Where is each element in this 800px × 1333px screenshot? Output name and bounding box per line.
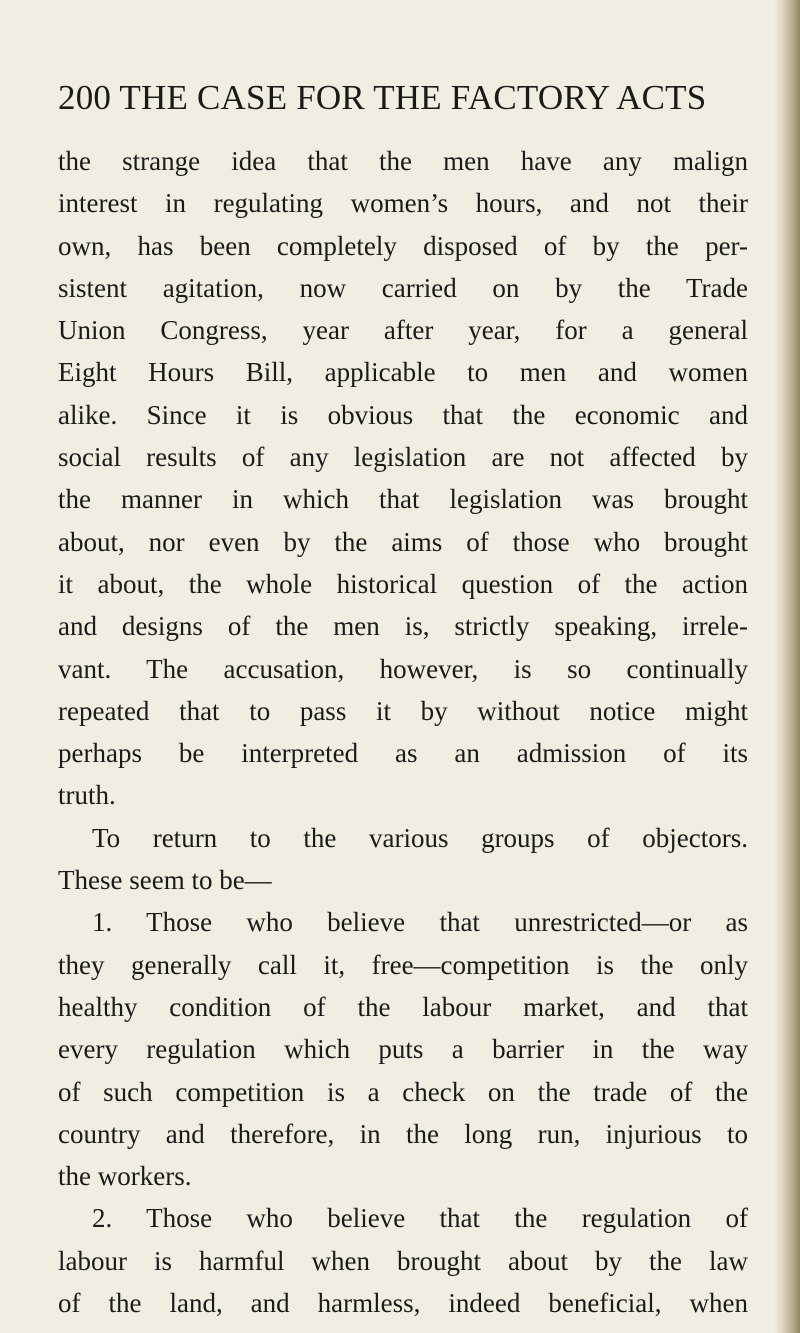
text-line: labour is harmful when brought about by the law: [58, 1245, 748, 1276]
text-line: and designs of the men is, strictly speaking, irrele-: [58, 611, 748, 642]
text-line: of the land, and harmless, indeed beneficial, when: [58, 1288, 748, 1319]
body-text: [58, 140, 748, 1324]
text-line: country and therefore, in the long run, injurious to: [58, 1118, 748, 1149]
text-line: the strange idea that the men have any malign: [58, 146, 748, 176]
text-line: These seem to be—: [58, 865, 272, 896]
text-line: they generally call it, free—competition is the only: [58, 949, 748, 980]
text-line: own, has been completely disposed of by the per-: [58, 230, 748, 261]
text-line: social results of any legislation are not affected by: [58, 442, 748, 473]
text-line: of such competition is a check on the trade of the: [58, 1076, 748, 1107]
text-line: perhaps be interpreted as an admission of its: [58, 738, 748, 769]
text-line: Union Congress, year after year, for a general: [58, 315, 748, 346]
text-line: healthy condition of the labour market, and that: [58, 991, 748, 1022]
running-head: 200 THE CASE FOR THE FACTORY ACTS: [58, 78, 707, 117]
text-line: it about, the whole historical question of the action: [58, 568, 748, 599]
page-edge-shadow: [774, 0, 800, 1333]
text-line: alike. Since it is obvious that the economic and: [58, 399, 748, 430]
text-line: 1. Those who believe that unrestricted—or as: [92, 907, 748, 938]
text-line: the manner in which that legislation was brought: [58, 484, 748, 515]
text-line: every regulation which puts a barrier in the way: [58, 1034, 748, 1065]
text-line: interest in regulating women’s hours, and not their: [58, 188, 748, 219]
text-line: 2. Those who believe that the regulation of: [92, 1203, 748, 1234]
text-line: Eight Hours Bill, applicable to men and women: [58, 357, 748, 388]
text-line: To return to the various groups of objectors.: [92, 822, 748, 853]
text-line: truth.: [58, 780, 116, 811]
text-line: the workers.: [58, 1161, 192, 1192]
text-line: sistent agitation, now carried on by the Trade: [58, 272, 748, 303]
text-line: about, nor even by the aims of those who brought: [58, 526, 748, 557]
text-line: vant. The accusation, however, is so continually: [58, 653, 748, 684]
text-line: repeated that to pass it by without notice might: [58, 695, 748, 726]
